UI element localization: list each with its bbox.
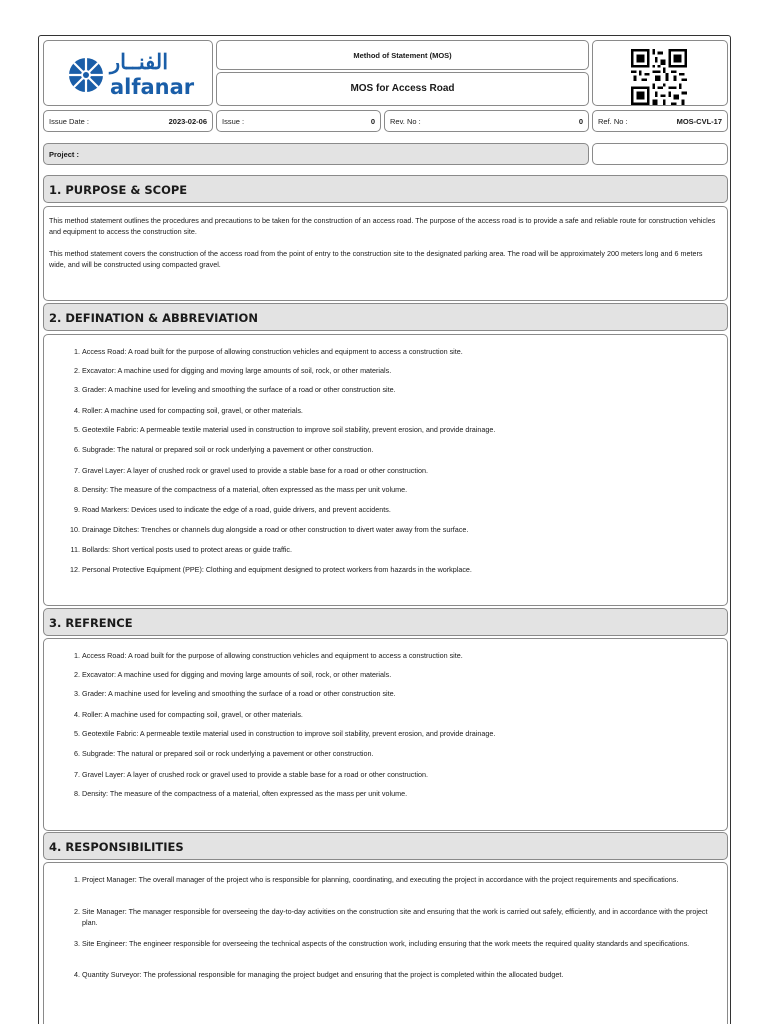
list-item: 5. Geotextile Fabric: A permeable textile material used in construction to improve soil stability, prevent erosion, and provide drainage.	[74, 729, 496, 738]
list-item: 2. Site Manager: The manager responsible for overseeing the day-to-day activities on the construction site and ensuring that the work is carried out safely, efficiently, and in accordance with the project plan.	[74, 907, 708, 927]
qr-cell	[592, 40, 728, 106]
list-item-text: Subgrade: The natural or prepared soil or rock underlying a pavement or other construction.	[82, 445, 374, 454]
section-title: 4. RESPONSIBILITIES	[49, 840, 184, 854]
paragraph: This method statement covers the construction of the access road from the point of entry to the construction site to the designated parking area. The road will be approximately 200 meters long and 6 meters wide, and will be constructed using compacted gravel.	[49, 249, 703, 269]
rev-value: 0	[578, 117, 583, 126]
list-item-text: Quantity Surveyor: The professional responsible for managing the project budget and ensuring that the project is completed within the allocated budget.	[82, 970, 564, 979]
list-item-text: Site Engineer: The engineer responsible for overseeing the technical aspects of the construction work, including ensuring that the work meets the required quality standards and specifications.	[82, 939, 690, 948]
issue-date-value: 2023-02-06	[168, 117, 207, 126]
issue-date-label: Issue Date :	[49, 117, 90, 126]
rev-cell	[384, 110, 589, 132]
list-item-text: Grader: A machine used for leveling and smoothing the surface of a road or other construction site.	[82, 689, 396, 698]
list-item: 7. Gravel Layer: A layer of crushed rock or gravel used to provide a stable base for a road or other construction.	[74, 770, 428, 779]
project-cell	[43, 143, 589, 165]
list-item: 3. Site Engineer: The engineer responsible for overseeing the technical aspects of the construction work, including ensuring that the work meets the required quality standards and specifications.	[74, 939, 690, 948]
doc-title-cell	[216, 72, 589, 106]
logo-english-text: alfanar	[110, 75, 195, 99]
list-item: 6. Subgrade: The natural or prepared soil or rock underlying a pavement or other construction.	[74, 445, 374, 454]
list-item: 4. Quantity Surveyor: The professional responsible for managing the project budget and ensuring that the project is completed within the allocated budget.	[74, 970, 564, 979]
list-item: 4. Roller: A machine used for compacting soil, gravel, or other materials.	[74, 710, 303, 719]
list-item: 6. Subgrade: The natural or prepared soil or rock underlying a pavement or other construction.	[74, 749, 374, 758]
section-responsibilities-header	[43, 832, 728, 860]
ref-label: Ref. No :	[598, 117, 628, 126]
section-responsibilities-body	[43, 862, 728, 1024]
section-reference-header	[43, 608, 728, 636]
list-item-text: Roller: A machine used for compacting soil, gravel, or other materials.	[82, 406, 303, 415]
issue-cell	[216, 110, 381, 132]
section-title: 2. DEFINATION & ABBREVIATION	[49, 311, 258, 325]
list-item-text: Personal Protective Equipment (PPE): Clothing and equipment designed to protect workers from hazards in the workplace.	[82, 565, 472, 574]
logo-cell	[43, 40, 213, 106]
rev-label: Rev. No :	[390, 117, 421, 126]
list-item: 7. Gravel Layer: A layer of crushed rock or gravel used to provide a stable base for a road or other construction.	[74, 466, 428, 475]
list-item: 8. Density: The measure of the compactness of a material, often expressed as the mass per unit volume.	[74, 485, 408, 494]
document-page	[38, 35, 731, 1024]
list-item: 3. Grader: A machine used for leveling and smoothing the surface of a road or other construction site.	[74, 385, 396, 394]
list-item-text: Excavator: A machine used for digging and moving large amounts of soil, rock, or other materials.	[82, 366, 392, 375]
list-item-text: Road Markers: Devices used to indicate the edge of a road, guide drivers, and prevent accidents.	[82, 505, 391, 514]
list-item-text: Drainage Ditches: Trenches or channels dug alongside a road or other construction to divert water away from the surface.	[82, 525, 469, 534]
section-definitions-body	[43, 334, 728, 606]
list-item-text: Gravel Layer: A layer of crushed rock or gravel used to provide a stable base for a road or other construction.	[82, 466, 428, 475]
alfanar-logo-mark-icon	[68, 57, 104, 93]
list-item-text: Bollards: Short vertical posts used to protect areas or guide traffic.	[82, 545, 293, 554]
list-item-text: Geotextile Fabric: A permeable textile material used in construction to improve soil stability, prevent erosion, and provide drainage.	[82, 729, 496, 738]
list-item-text: Gravel Layer: A layer of crushed rock or gravel used to provide a stable base for a road or other construction.	[82, 770, 428, 779]
list-item-text: Density: The measure of the compactness of a material, often expressed as the mass per unit volume.	[82, 485, 408, 494]
issue-label: Issue :	[222, 117, 245, 126]
doc-type: Method of Statement (MOS)	[353, 51, 452, 60]
list-item: 4. Roller: A machine used for compacting soil, gravel, or other materials.	[74, 406, 303, 415]
issue-value: 0	[370, 117, 375, 126]
list-item-text: Geotextile Fabric: A permeable textile material used in construction to improve soil stability, prevent erosion, and provide drainage.	[82, 425, 496, 434]
ref-value: MOS-CVL-17	[676, 117, 722, 126]
section-purpose-body	[43, 206, 728, 301]
list-item-text: Project Manager: The overall manager of the project who is responsible for planning, coordinating, and executing the project in accordance with the project requirements and specifications.	[82, 875, 679, 884]
list-item-text: Density: The measure of the compactness of a material, often expressed as the mass per unit volume.	[82, 789, 408, 798]
list-item: 1. Access Road: A road built for the purpose of allowing construction vehicles and equipment to access a construction site.	[74, 651, 463, 660]
list-item: 8. Density: The measure of the compactness of a material, often expressed as the mass per unit volume.	[74, 789, 408, 798]
list-item: 9. Road Markers: Devices used to indicate the edge of a road, guide drivers, and prevent accidents.	[74, 505, 391, 514]
list-item: 2. Excavator: A machine used for digging and moving large amounts of soil, rock, or other materials.	[74, 670, 392, 679]
list-item-text: Access Road: A road built for the purpose of allowing construction vehicles and equipment to access a construction site.	[82, 651, 463, 660]
doc-type-cell	[216, 40, 589, 70]
list-item: 5. Geotextile Fabric: A permeable textile material used in construction to improve soil stability, prevent erosion, and provide drainage.	[74, 425, 496, 434]
project-label: Project :	[49, 150, 80, 159]
list-item: 3. Grader: A machine used for leveling and smoothing the surface of a road or other construction site.	[74, 689, 396, 698]
list-item: 12. Personal Protective Equipment (PPE): Clothing and equipment designed to protect workers from hazards in the workplace.	[70, 565, 472, 574]
qr-code-icon	[631, 49, 687, 105]
section-title: 1. PURPOSE & SCOPE	[49, 183, 188, 197]
project-value-cell	[592, 143, 728, 165]
list-item: 1. Project Manager: The overall manager of the project who is responsible for planning, coordinating, and executing the project in accordance with the project requirements and specifications.	[74, 875, 679, 884]
doc-title: MOS for Access Road	[350, 83, 455, 94]
issue-date-cell	[43, 110, 213, 132]
section-purpose-header	[43, 175, 728, 203]
ref-cell	[592, 110, 728, 132]
section-reference-body	[43, 638, 728, 831]
list-item: 2. Excavator: A machine used for digging and moving large amounts of soil, rock, or other materials.	[74, 366, 392, 375]
list-item-text: Excavator: A machine used for digging and moving large amounts of soil, rock, or other materials.	[82, 670, 392, 679]
list-item-text: Grader: A machine used for leveling and smoothing the surface of a road or other construction site.	[82, 385, 396, 394]
section-title: 3. REFRENCE	[49, 616, 133, 630]
list-item: 11. Bollards: Short vertical posts used to protect areas or guide traffic.	[70, 545, 293, 554]
list-item-text: Subgrade: The natural or prepared soil or rock underlying a pavement or other construction.	[82, 749, 374, 758]
section-definitions-header	[43, 303, 728, 331]
paragraph: This method statement outlines the procedures and precautions to be taken for the construction of an access road. The purpose of the access road is to provide a safe and reliable route for construction vehicles and equipment to access the construction site.	[49, 216, 716, 236]
list-item-text: Roller: A machine used for compacting soil, gravel, or other materials.	[82, 710, 303, 719]
list-item: 10. Drainage Ditches: Trenches or channels dug alongside a road or other construction to divert water away from the surface.	[70, 525, 469, 534]
list-item: 1. Access Road: A road built for the purpose of allowing construction vehicles and equipment to access a construction site.	[74, 347, 463, 356]
list-item-text: Access Road: A road built for the purpose of allowing construction vehicles and equipment to access a construction site.	[82, 347, 463, 356]
list-item-text: Site Manager: The manager responsible for overseeing the day-to-day activities on the construction site and ensuring that the work is carried out safely, efficiently, and in accordance with the project plan.	[82, 907, 708, 927]
logo-arabic-text: الفنــار	[110, 51, 169, 74]
